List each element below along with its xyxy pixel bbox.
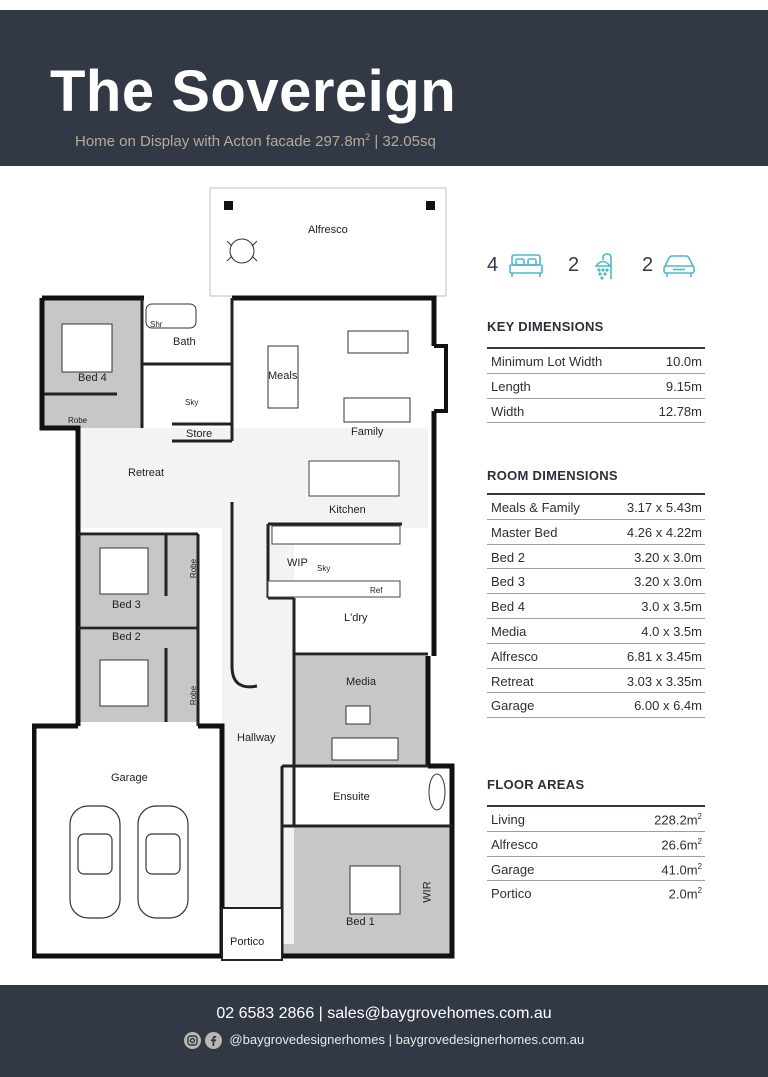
table-row (487, 619, 705, 644)
table-row (487, 495, 705, 520)
area-value: 26.6m (661, 837, 698, 853)
floor-plan (32, 186, 466, 962)
table-row (487, 832, 705, 857)
row-value: 3.0 x 3.5m (641, 599, 702, 615)
room-meals: Meals (268, 370, 298, 382)
table-row (487, 807, 705, 832)
room-kitchen: Kitchen (329, 504, 366, 516)
row-label: Bed 2 (491, 549, 525, 565)
subtitle-main: Home on Display with Acton facade 297.8m (75, 133, 366, 150)
room-media: Media (346, 676, 376, 688)
room-shr: Shr (150, 320, 163, 329)
row-value: 6.00 x 6.4m (634, 698, 702, 714)
room-bed4: Bed 4 (78, 372, 107, 384)
area-sup: 2 (697, 886, 702, 896)
area-sup: 2 (697, 861, 702, 871)
row-value: 4.0 x 3.5m (641, 623, 702, 639)
floor-areas-title: FLOOR AREAS (487, 777, 585, 792)
area-value: 41.0m (661, 861, 698, 877)
row-value (654, 812, 702, 827)
room-bed3: Bed 3 (112, 599, 141, 611)
row-label: Meals & Family (491, 500, 580, 515)
social-handle[interactable]: @baygrovedesignerhomes (229, 1032, 385, 1047)
room-dimensions-table (487, 493, 705, 718)
room-garage: Garage (111, 772, 148, 784)
car-icon (662, 252, 696, 283)
header-banner (0, 10, 768, 166)
row-value: 9.15m (665, 378, 702, 394)
subtitle-tail: | 32.05sq (370, 133, 436, 150)
row-value: 4.26 x 4.22m (626, 524, 702, 540)
row-value (661, 837, 702, 852)
room-robe4: Robe (68, 416, 88, 425)
key-dimensions-title: KEY DIMENSIONS (487, 319, 604, 334)
social-line (0, 1032, 768, 1049)
room-store: Store (186, 428, 213, 440)
table-row (487, 644, 705, 669)
table-row (487, 374, 705, 399)
row-value: 12.78m (658, 403, 702, 419)
garage-count: 2 (642, 254, 654, 276)
instagram-icon[interactable] (184, 1032, 201, 1049)
room-sky1: Sky (185, 398, 199, 407)
bed-icon (509, 252, 543, 283)
row-value: 3.03 x 3.35m (626, 673, 702, 689)
room-ensuite: Ensuite (333, 791, 370, 803)
row-label: Master Bed (491, 524, 558, 540)
row-label: Media (491, 623, 527, 639)
row-label: Alfresco (491, 836, 538, 852)
row-label: Bed 4 (491, 599, 525, 615)
website-link[interactable]: baygrovedesignerhomes.com.au (395, 1032, 585, 1047)
row-label: Minimum Lot Width (491, 354, 603, 369)
key-dimensions-table (487, 347, 705, 423)
table-row (487, 399, 705, 424)
row-label: Garage (491, 698, 535, 714)
area-value: 228.2m (654, 812, 698, 828)
row-value: 6.81 x 3.45m (626, 648, 702, 664)
footer-banner (0, 985, 768, 1077)
room-sky2: Sky (317, 564, 331, 573)
row-label: Retreat (491, 673, 534, 689)
separator: | (388, 1032, 392, 1047)
room-ldry: L'dry (344, 612, 368, 624)
phone-number[interactable]: 02 6583 2866 (216, 1005, 315, 1022)
room-hallway: Hallway (237, 732, 276, 744)
row-label: Length (491, 378, 531, 394)
floor-plan-drawing (32, 186, 466, 962)
room-alfresco: Alfresco (308, 224, 348, 236)
room-dimensions-title: ROOM DIMENSIONS (487, 468, 618, 483)
row-label: Portico (491, 886, 532, 902)
row-label: Garage (491, 861, 535, 877)
facebook-icon[interactable] (205, 1032, 222, 1049)
area-sup: 2 (697, 836, 702, 846)
table-row (487, 881, 705, 906)
table-row (487, 693, 705, 718)
room-robe3: Robe (189, 558, 199, 579)
shower-icon (590, 252, 616, 285)
page-title: The Sovereign (50, 59, 457, 124)
table-row (487, 857, 705, 882)
row-value: 3.17 x 5.43m (626, 500, 702, 515)
room-family: Family (351, 426, 384, 438)
row-label: Alfresco (491, 648, 538, 664)
table-row (487, 594, 705, 619)
subtitle-sup: 2 (365, 132, 371, 142)
row-value: 10.0m (665, 354, 702, 369)
room-robe2: Robe (189, 685, 199, 706)
room-portico: Portico (230, 936, 265, 948)
bathroom-count: 2 (568, 254, 580, 276)
row-label: Width (491, 403, 525, 419)
bedroom-count: 4 (487, 254, 499, 276)
table-row (487, 545, 705, 570)
room-ref: Ref (370, 586, 383, 595)
room-retreat: Retreat (128, 467, 165, 479)
room-bed2: Bed 2 (112, 631, 141, 643)
area-sup: 2 (697, 812, 702, 821)
row-value: 3.20 x 3.0m (634, 574, 702, 590)
table-row (487, 349, 705, 374)
row-value: 3.20 x 3.0m (634, 549, 702, 565)
contact-line (0, 1005, 768, 1023)
room-bath: Bath (173, 336, 196, 348)
separator: | (318, 1005, 323, 1022)
row-label: Living (491, 812, 525, 827)
page-subtitle (75, 132, 436, 150)
row-value (669, 886, 702, 901)
table-row (487, 569, 705, 594)
room-bed1: Bed 1 (346, 916, 375, 928)
area-value: 2.0m (668, 886, 698, 902)
row-label: Bed 3 (491, 574, 525, 590)
room-wip: WIP (287, 557, 308, 569)
table-row (487, 520, 705, 545)
room-wir: WIR (421, 881, 434, 903)
floor-areas-table (487, 805, 705, 906)
table-row (487, 669, 705, 694)
row-value (661, 862, 702, 877)
email-link[interactable]: sales@baygrovehomes.com.au (327, 1005, 552, 1022)
